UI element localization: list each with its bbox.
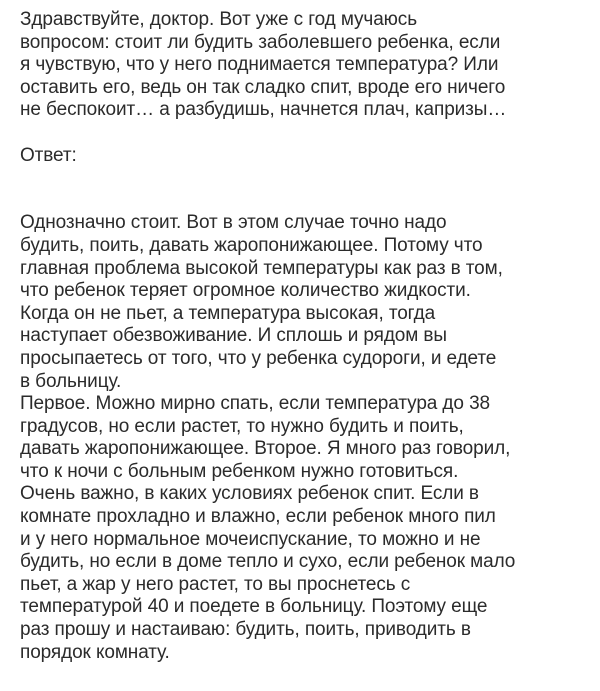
question-line: вопросом: стоит ли будить заболевшего ребенка, если xyxy=(20,31,501,53)
question-line: оставить его, ведь он так сладко спит, вроде его ничего xyxy=(20,76,506,98)
answer-line: и у него нормальное мочеиспускание, то можно и не xyxy=(20,528,481,550)
answer-label-block xyxy=(20,145,590,168)
answer-line: раз прошу и настаиваю: будить, поить, приводить в xyxy=(20,619,471,641)
answer-line: просыпаетесь от того, что у ребенка судороги, и едете xyxy=(20,347,497,369)
answer-line: будить, поить, давать жаропонижающее. Потому что xyxy=(20,234,483,256)
question-paragraph xyxy=(20,9,590,122)
answer-line: комнате прохладно и влажно, если ребенок много пил xyxy=(20,506,496,528)
answer-line: главная проблема высокой температуры как раз в том, xyxy=(20,257,503,279)
question-line: Здравствуйте, доктор. Вот уже с год мучаюсь xyxy=(20,9,418,30)
document-page xyxy=(20,9,590,664)
question-line: я чувствую, что у него поднимается температура? Или xyxy=(20,54,499,76)
answer-line: Однозначно стоит. Вот в этом случае точно надо xyxy=(20,212,447,234)
answer-line: что к ночи с больным ребенком нужно готовиться. xyxy=(20,460,459,482)
answer-line: будить, но если в доме тепло и сухо, если ребенок мало xyxy=(20,551,516,573)
answer-line: Очень важно, в каких условиях ребенок спит. Если в xyxy=(20,483,479,505)
answer-paragraph-2 xyxy=(20,393,590,664)
answer-line: в больницу. xyxy=(20,370,122,392)
answer-label: Ответ: xyxy=(20,144,77,166)
answer-line: температурой 40 и поедете в больницу. Поэтому еще xyxy=(20,596,488,618)
answer-line: порядок комнату. xyxy=(20,641,170,663)
answer-paragraph-1 xyxy=(20,212,590,393)
answer-line: Когда он не пьет, а температура высокая, тогда xyxy=(20,302,436,324)
answer-line: пьет, а жар у него растет, то вы проснетесь с xyxy=(20,573,411,595)
answer-line: что ребенок теряет огромное количество жидкости. xyxy=(20,280,471,302)
answer-line: наступает обезвоживание. И сплошь и рядом вы xyxy=(20,325,447,347)
question-line: не беспокоит… а разбудишь, начнется плач, капризы… xyxy=(20,99,507,121)
answer-line: давать жаропонижающее. Второе. Я много раз говорил, xyxy=(20,438,511,460)
answer-line: Первое. Можно мирно спать, если температура до 38 xyxy=(20,393,490,415)
answer-line: градусов, но если растет, то нужно будить и поить, xyxy=(20,415,464,437)
